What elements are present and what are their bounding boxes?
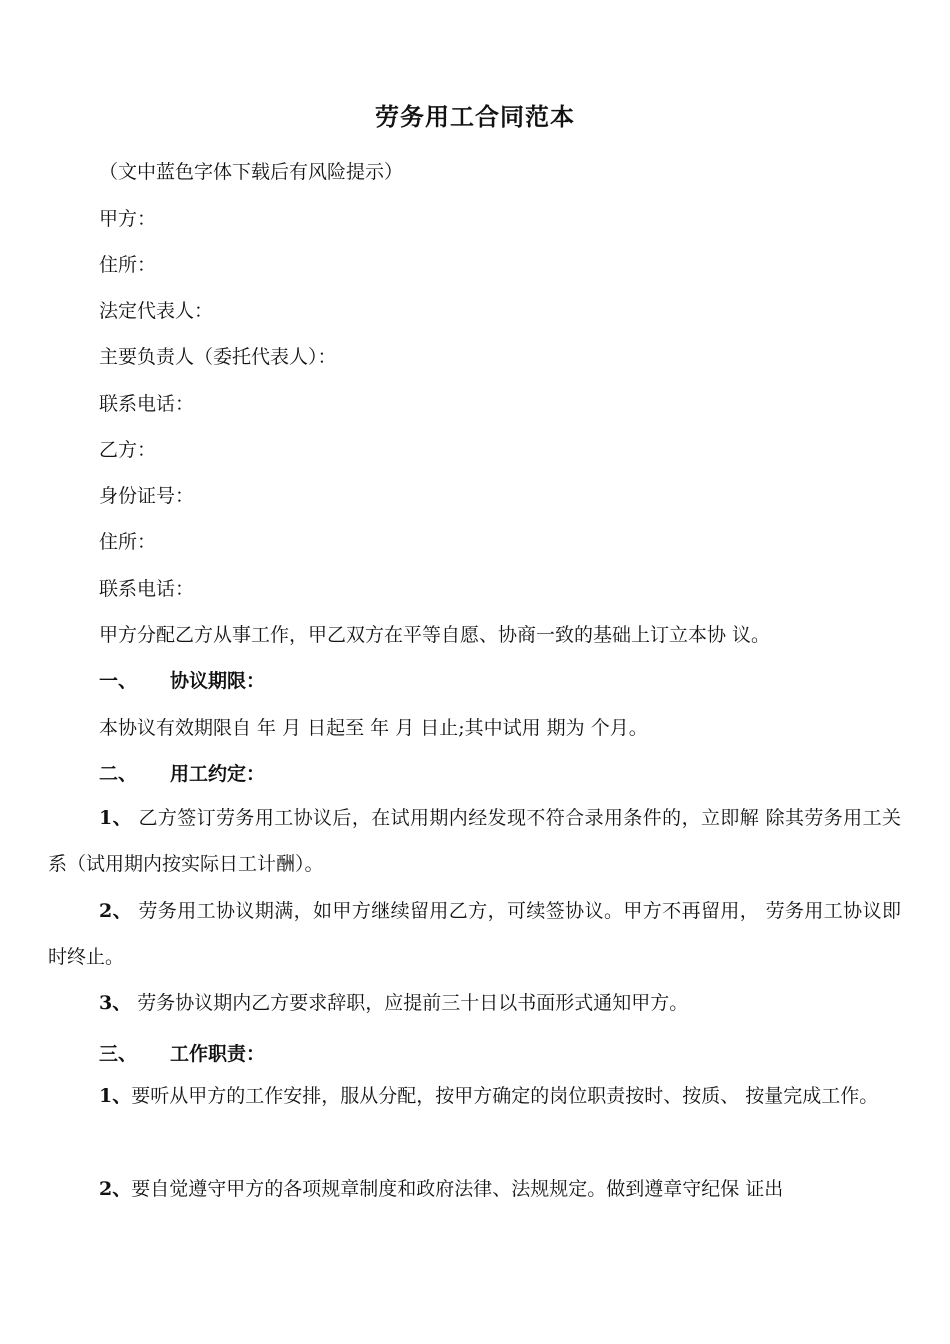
party-a-legal-rep: 法定代表人：: [99, 300, 214, 322]
clause-text: 要自觉遵守甲方的各项规章制度和政府法律、法规规定。做到遵章守纪保 证出: [131, 1178, 784, 1200]
party-b-phone: 联系电话：: [99, 578, 195, 600]
section-number: 一、: [99, 670, 138, 692]
section-title: 协议期限：: [170, 670, 266, 692]
clause-text: 要听从甲方的工作安排，服从分配，按甲方确定的岗位职责按时、按质、 按量完成工作。: [131, 1085, 879, 1107]
risk-note: （文中蓝色字体下载后有风险提示）: [99, 161, 404, 183]
party-b-label: 乙方：: [99, 439, 157, 461]
section-number: 二、: [99, 763, 138, 785]
section-title: 工作职责：: [170, 1043, 266, 1065]
party-a-principal: 主要负责人（委托代表人）：: [99, 346, 337, 368]
clause-2-3: [48, 980, 901, 1026]
intro-paragraph: 甲方分配乙方从事工作，甲乙双方在平等自愿、协商一致的基础上订立本协 议。: [99, 624, 771, 646]
section-heading-1: [99, 666, 265, 693]
section-heading-2: [99, 759, 265, 786]
party-a-address: 住所：: [99, 254, 157, 276]
clause-text: 乙方签订劳务用工协议后，在试用期内经发现不符合录用条件的，立即解 除其劳务用工关系（试用期内按实际日工计酬）。: [48, 807, 901, 875]
party-a-phone: 联系电话：: [99, 393, 195, 415]
clause-number: 2、: [99, 900, 133, 922]
party-b-address: 住所：: [99, 531, 157, 553]
section-number: 三、: [99, 1043, 138, 1065]
clause-number: 1、: [99, 807, 133, 829]
clause-3-2: [48, 1166, 901, 1212]
party-b-id-number: 身份证号：: [99, 485, 195, 507]
section-1-body: 本协议有效期限自 年 月 日起至 年 月 日止;其中试用 期为 个月。: [99, 717, 648, 739]
clause-number: 1、: [99, 1085, 132, 1107]
document-title: 劳务用工合同范本: [375, 102, 575, 131]
clause-text: 劳务用工协议期满，如甲方继续留用乙方，可续签协议。甲方不再留用， 劳务用工协议即时终止。: [48, 900, 901, 968]
section-title: 用工约定：: [170, 763, 266, 785]
section-heading-3: [99, 1039, 265, 1066]
clause-2-1: [48, 795, 901, 887]
party-a-label: 甲方：: [99, 208, 157, 230]
clause-2-2: [48, 888, 901, 980]
clause-number: 2、: [99, 1178, 132, 1200]
clause-number: 3、: [99, 992, 132, 1014]
clause-text: 劳务协议期内乙方要求辞职，应提前三十日以书面形式通知甲方。: [131, 992, 689, 1014]
clause-3-1: [48, 1073, 901, 1119]
